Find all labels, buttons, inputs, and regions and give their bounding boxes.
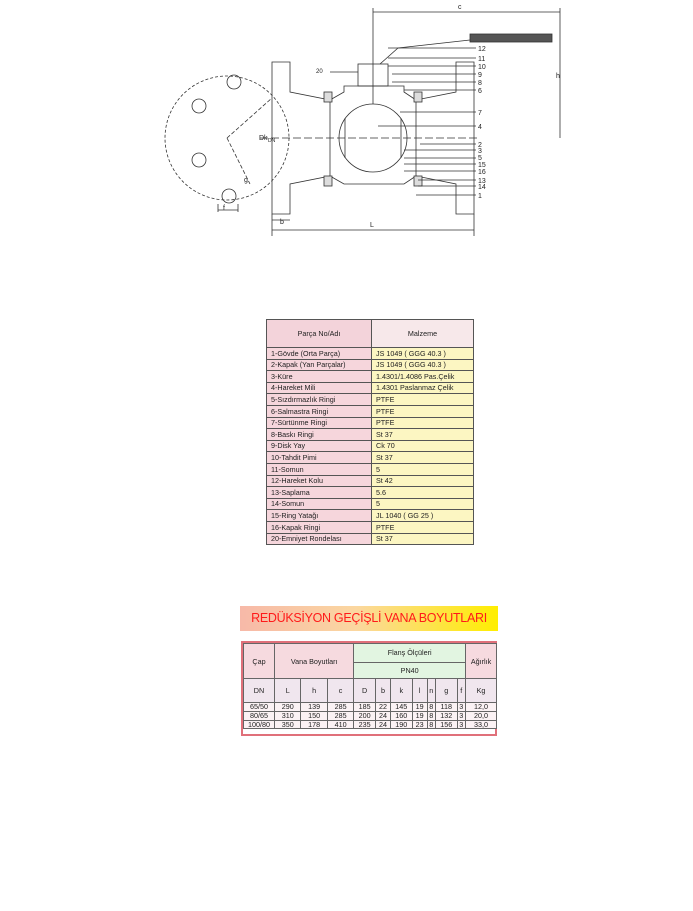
part-name: 11-Somun <box>267 463 372 475</box>
header-pn: PN40 <box>354 662 466 678</box>
part-material: PTFE <box>372 394 474 406</box>
cell: 160 <box>390 711 412 720</box>
cell: 200 <box>354 711 376 720</box>
cell: 19 <box>412 711 427 720</box>
cell: 410 <box>327 720 353 729</box>
callout-label: 7 <box>478 110 482 117</box>
dim-label-D: D <box>259 135 265 142</box>
unit-D: D <box>354 679 376 703</box>
callout-label: 14 <box>478 184 486 191</box>
bolt-hole <box>222 189 236 203</box>
parts-table-header <box>267 320 474 348</box>
bolt-hole <box>192 99 206 113</box>
unit-b: b <box>375 679 390 703</box>
callout-label: 15 <box>478 162 486 169</box>
header-agirlik: Ağırlık <box>466 644 497 679</box>
table-row <box>267 521 474 533</box>
cell: 19 <box>412 703 427 712</box>
cell: 145 <box>390 703 412 712</box>
cell: 100/80 <box>244 720 275 729</box>
callout-label: 2 <box>478 142 482 149</box>
cell: 33,0 <box>466 720 497 729</box>
table-row <box>267 452 474 464</box>
cell: 8 <box>427 711 435 720</box>
dimensions-banner-title: REDÜKSİYON GEÇİŞLİ VANA BOYUTLARI <box>240 606 498 631</box>
table-row <box>267 487 474 499</box>
unit-c: c <box>327 679 353 703</box>
cell: 310 <box>275 711 301 720</box>
callout-label: 8 <box>478 80 482 87</box>
part-name: 6-Salmastra Ringi <box>267 405 372 417</box>
callout-20: 20 <box>316 69 323 75</box>
cell: 350 <box>275 720 301 729</box>
cell: 190 <box>390 720 412 729</box>
cell: 65/50 <box>244 703 275 712</box>
part-material: PTFE <box>372 521 474 533</box>
callout-label: 12 <box>478 46 486 53</box>
callout-label: 9 <box>478 72 482 79</box>
part-material: St 37 <box>372 429 474 441</box>
table-row <box>267 475 474 487</box>
cell: 132 <box>435 711 457 720</box>
dim-label-g: g <box>244 177 248 184</box>
header-part: Parça No/Adı <box>267 320 372 348</box>
dim-label-k: k <box>264 135 268 142</box>
cell: 24 <box>375 720 390 729</box>
header-material: Malzeme <box>372 320 474 348</box>
cell: 178 <box>301 720 327 729</box>
part-name: 1-Gövde (Orta Parça) <box>267 348 372 360</box>
table-row <box>267 463 474 475</box>
part-name: 8-Baskı Ringi <box>267 429 372 441</box>
callout-label: 1 <box>478 193 482 200</box>
part-name: 15-Ring Yatağı <box>267 510 372 522</box>
part-material: St 37 <box>372 533 474 545</box>
callout-label: 6 <box>478 88 482 95</box>
part-name: 12-Hareket Kolu <box>267 475 372 487</box>
cell: 156 <box>435 720 457 729</box>
dim-label-h: h <box>556 73 560 80</box>
cell: 8 <box>427 720 435 729</box>
unit-l: l <box>412 679 427 703</box>
cell: 139 <box>301 703 327 712</box>
part-material: PTFE <box>372 417 474 429</box>
callout-label: 13 <box>478 178 486 185</box>
table-row <box>267 533 474 545</box>
cell: 3 <box>457 703 465 712</box>
cell: 285 <box>327 711 353 720</box>
cell: 285 <box>327 703 353 712</box>
dim-label-c: c <box>458 4 462 11</box>
callout-label: 4 <box>478 124 482 131</box>
header-flans-olculeri: Flanş Ölçüleri <box>354 644 466 663</box>
table-row <box>267 440 474 452</box>
valve-technical-drawing <box>0 0 693 260</box>
part-material: JS 1049 ( GGG 40.3 ) <box>372 348 474 360</box>
part-name: 4-Hareket Mili <box>267 382 372 394</box>
cell: 3 <box>457 711 465 720</box>
handle-grip <box>470 34 552 42</box>
part-material: 1.4301/1.4086 Pas.Çelik <box>372 371 474 383</box>
cell: 150 <box>301 711 327 720</box>
unit-k: k <box>390 679 412 703</box>
dim-label-L: L <box>370 222 374 229</box>
bolt-hole <box>227 75 241 89</box>
table-row <box>267 510 474 522</box>
unit-DN: DN <box>244 679 275 703</box>
part-material: St 42 <box>372 475 474 487</box>
part-name: 14-Somun <box>267 498 372 510</box>
table-row <box>267 382 474 394</box>
cell: 3 <box>457 720 465 729</box>
table-row <box>267 405 474 417</box>
cell: 20,0 <box>466 711 497 720</box>
unit-kg: Kg <box>466 679 497 703</box>
dim-label-f: f <box>223 205 225 212</box>
table-row <box>267 498 474 510</box>
dim-label-DN: DN <box>268 138 276 144</box>
part-material: PTFE <box>372 405 474 417</box>
table-row <box>267 348 474 360</box>
part-material: 5 <box>372 498 474 510</box>
table-row <box>267 394 474 406</box>
unit-n: n <box>427 679 435 703</box>
cell: 290 <box>275 703 301 712</box>
part-name: 13-Saplama <box>267 487 372 499</box>
part-material: 5.6 <box>372 487 474 499</box>
table-row <box>267 359 474 371</box>
part-name: 3-Küre <box>267 371 372 383</box>
cell: 185 <box>354 703 376 712</box>
parts-material-table <box>266 319 474 545</box>
callout-label: 10 <box>478 64 486 71</box>
part-name: 2-Kapak (Yan Parçalar) <box>267 359 372 371</box>
part-material: JL 1040 ( GG 25 ) <box>372 510 474 522</box>
header-vana-boyutlari: Vana Boyutları <box>275 644 354 679</box>
part-material: Ck 70 <box>372 440 474 452</box>
part-material: JS 1049 ( GGG 40.3 ) <box>372 359 474 371</box>
unit-f: f <box>457 679 465 703</box>
table-row <box>267 371 474 383</box>
cell: 235 <box>354 720 376 729</box>
callout-label: 5 <box>478 155 482 162</box>
table-row <box>244 703 497 712</box>
part-name: 5-Sızdırmazlık Ringi <box>267 394 372 406</box>
callout-label: 16 <box>478 169 486 176</box>
part-name: 10-Tahdit Pimi <box>267 452 372 464</box>
cell: 23 <box>412 720 427 729</box>
part-name: 7-Sürtünme Ringi <box>267 417 372 429</box>
cell: 24 <box>375 711 390 720</box>
cell: 8 <box>427 703 435 712</box>
cell: 22 <box>375 703 390 712</box>
table-row <box>244 711 497 720</box>
cell: 80/65 <box>244 711 275 720</box>
handle-lever <box>380 40 470 64</box>
part-material: 5 <box>372 463 474 475</box>
unit-g: g <box>435 679 457 703</box>
table-row <box>267 417 474 429</box>
part-material: 1.4301 Paslanmaz Çelik <box>372 382 474 394</box>
unit-h: h <box>301 679 327 703</box>
table-row <box>267 429 474 441</box>
dim-label-b: b <box>280 219 284 226</box>
part-material: St 37 <box>372 452 474 464</box>
bolt-hole <box>192 153 206 167</box>
dimensions-table <box>243 643 497 729</box>
table-row <box>244 720 497 729</box>
part-name: 20-Emniyet Rondelası <box>267 533 372 545</box>
part-name: 9-Disk Yay <box>267 440 372 452</box>
part-name: 16-Kapak Ringi <box>267 521 372 533</box>
cell: 118 <box>435 703 457 712</box>
callout-label: 11 <box>478 56 486 63</box>
callout-label: 3 <box>478 148 482 155</box>
cell: 12,0 <box>466 703 497 712</box>
unit-L: L <box>275 679 301 703</box>
header-cap: Çap <box>244 644 275 679</box>
